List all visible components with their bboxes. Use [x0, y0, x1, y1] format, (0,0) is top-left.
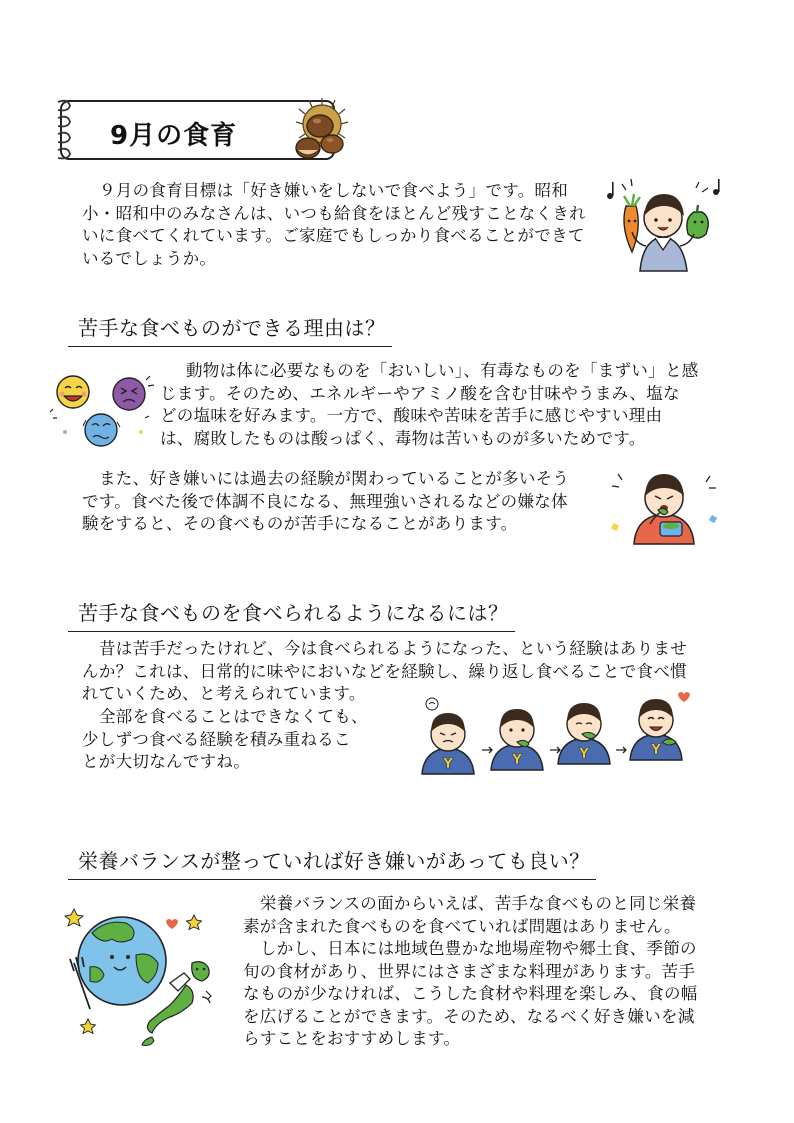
shirt-letter: Y — [578, 746, 590, 762]
shirt-letter: Y — [650, 742, 662, 758]
section1-p1-line: じます。そのため、エネルギーやアミノ酸を含む甘味やうまみ、塩な — [160, 383, 680, 403]
section2-paragraph-2 — [82, 706, 368, 774]
section1-p2-line: また、好き嫌いには過去の経験が関わっていることが多いそう — [99, 469, 570, 488]
section3-paragraph — [243, 893, 698, 1051]
section3-line: 旬の食材があり、世界にはさまざまな料理があります。苦手 — [243, 961, 696, 981]
page-title: 9月の食育 — [110, 121, 238, 151]
arrow-icon — [550, 747, 560, 753]
section1-p2-line: 験をすると、その食べものが苦手になることがあります。 — [82, 514, 518, 533]
happy-face-icon — [57, 376, 89, 408]
globe-and-japan-illustration — [62, 893, 227, 1053]
intro-line: 小・昭和中のみなさんは、いつも給食をほとんど残すことなくきれ — [82, 203, 586, 223]
section2-p2-line: 全部を食べることはできなくても、 — [99, 707, 368, 726]
shirt-letter: Y — [442, 756, 454, 772]
sick-face-icon — [83, 414, 120, 446]
section3-line: 素が含まれた食べものを食べていれば問題はありません。 — [243, 916, 681, 936]
boy-with-vegetables-illustration — [598, 176, 728, 271]
boy-struggling-to-eat-illustration — [606, 466, 724, 544]
intro-line: ９月の食育目標は「好き嫌いをしないで食べよう」です。昭和 — [99, 181, 569, 200]
taste-faces-illustration — [45, 370, 157, 450]
section1-p1-line: 動物は体に必要なものを「おいしい」、有毒なものを「まずい」と感 — [186, 361, 699, 380]
intro-line: いるでしょうか。 — [82, 248, 217, 268]
title-card — [60, 100, 335, 160]
section2-p1-line: 昔は苦手だったけれど、今は食べられるようになった、という経験はありませ — [99, 639, 687, 658]
section3-line: なものが少なければ、こうした食材や料理を楽しみ、食の幅 — [243, 984, 698, 1003]
section2-p1-line: れていくため、と考えられています。 — [82, 684, 366, 703]
section2-p2-line: とが大切なんですね。 — [82, 752, 250, 771]
section2-p2-line: 少しずつ食べる経験を積み重ねるこ — [82, 729, 351, 749]
section1-paragraph-1 — [160, 360, 699, 450]
eating-progress-illustration — [412, 686, 717, 778]
section3-line: を広げることができます。そのため、なるべく好き嫌いを減 — [243, 1006, 695, 1026]
arrow-icon — [482, 747, 492, 753]
section2-p1-line: んか？これは、日常的に味やにおいなどを経験し、繰り返し食べることで食べ慣 — [82, 661, 687, 681]
spiral-binding-icon — [50, 96, 80, 166]
section3-line: しかし、日本には地域色豊かな地場産物や郷土食、季節の — [260, 939, 697, 958]
section3-line: 栄養バランスの面からいえば、苦手な食べものと同じ栄養 — [260, 894, 697, 913]
shirt-letter: Y — [511, 752, 523, 768]
disgusted-face-icon — [113, 376, 154, 410]
heart-icon — [678, 692, 690, 702]
section2-heading: 苦手な食べものを食べられるようになるには？ — [68, 600, 515, 632]
intro-line: いに食べてくれています。ご家庭でもしっかり食べることができて — [82, 226, 585, 245]
section3-line: らすことをおすすめします。 — [243, 1029, 461, 1048]
section1-p1-line: は、腐敗したものは酸っぱく、毒物は苦いものが多いためです。 — [160, 428, 646, 448]
section3-heading: 栄養バランスが整っていれば好き嫌いがあっても良い？ — [68, 848, 596, 880]
chestnut-icon — [290, 100, 360, 162]
arrow-icon — [616, 747, 626, 753]
intro-paragraph — [82, 180, 586, 270]
section1-p2-line: です。食べた後で体調不良になる、無理強いされるなどの嫌な体 — [82, 491, 568, 511]
section1-paragraph-2 — [82, 468, 569, 536]
section1-heading: 苦手な食べものができる理由は？ — [68, 315, 392, 347]
section1-p1-line: どの塩味を好みます。一方で、酸味や苦味を苦手に感じやすい理由 — [160, 406, 663, 425]
